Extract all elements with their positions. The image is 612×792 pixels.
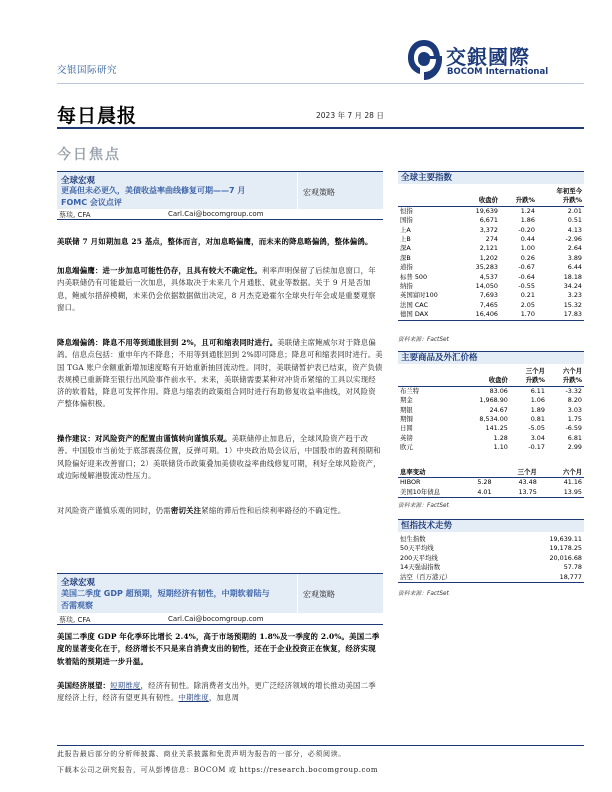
commodities-source: 资料来源：FactSet [398, 503, 449, 509]
hsi-row [398, 544, 584, 553]
rates-table [398, 468, 584, 498]
header-divider [57, 83, 584, 84]
hsi-row-value: 20,016.68 [549, 553, 582, 562]
index-row-label: 德国 DAX [398, 310, 458, 320]
index-row-value: 14,050 [475, 282, 498, 291]
commodity-row [398, 415, 584, 424]
index-row [398, 291, 584, 300]
commodity-row-label: 期金 [400, 396, 413, 405]
index-row-label: 恒指 [400, 206, 413, 215]
index-row-value: 0.44 [520, 235, 535, 244]
rate-row-value: 13.75 [494, 488, 539, 498]
section1-kind: 全球宏观 [61, 176, 96, 186]
section1-author: 蔡琰, CFA [59, 211, 91, 219]
commodity-row-value: 6.11 [530, 386, 545, 395]
indices-table [398, 187, 584, 321]
index-row-label: 上B [400, 235, 411, 244]
commodity-row-value: 1.75 [567, 415, 582, 424]
commodity-row-value: 3.03 [567, 405, 582, 414]
commodity-row-value: -5.05 [528, 424, 545, 433]
index-row-value: 1.00 [520, 244, 535, 253]
section1-paragraph-2: 降息端偏鸽：降息不用等到通胀回到 2%，且可和缩表同时进行。美联储主席鲍威尔对于降息偏鸽。信息点包括：重申年内不降息；不用等到通胀回到 2%即可降息；降息可和缩表同时进行。美国 TGA 账户余额重新增加速度略有开始重新抽回流动性。同时，美联储暂护表已结束，资产负债表规模已重新降至银行出风险事件前水平。未来，美联储需要某种对冲货币紧缩的工具以实现经济的软着陆，降息可发挥作用。降息与缩表的政策组合同时进行有助修复收益率曲线，对风险资产整体偏积极。 [57, 338, 383, 409]
hsi-row-value: 19,639.11 [549, 535, 582, 543]
rate-row-label: HIBOR [400, 478, 421, 487]
section1-email[interactable]: Carl.Cai@bocomgroup.com [168, 210, 264, 218]
index-row [398, 273, 584, 282]
section1-tag: 宏观策略 [303, 188, 335, 197]
commodities-col-6m-2: 升跌% [547, 376, 584, 386]
index-row [398, 254, 584, 263]
hsi-row-value: 57.78 [563, 563, 582, 572]
index-row-value: 4.13 [567, 225, 582, 234]
index-row-value: 1.86 [520, 216, 535, 225]
section1-header [57, 171, 383, 209]
title-divider [57, 127, 584, 129]
commodity-row [398, 424, 584, 433]
indices-source: 资料来源：FactSet [398, 337, 449, 343]
index-row-value: 18.18 [563, 272, 582, 281]
commodity-row-value: -3.32 [565, 386, 582, 395]
hsi-row-label: 200天平均线 [400, 553, 438, 562]
report-date: 2023 年 7 月 28 日 [316, 111, 384, 120]
commodity-row-label: 日圆 [400, 424, 413, 433]
commodity-row [398, 406, 584, 415]
hsi-row [398, 535, 584, 544]
hsi-row-value: 18,777 [510, 573, 584, 583]
index-row-value: 2,121 [479, 244, 498, 253]
indices-col-ytd-1: 年初至今 [556, 187, 582, 195]
section2-byline [57, 614, 383, 625]
indices-col-ytd-2: 升跌% [537, 196, 584, 206]
commodity-row-value: 1.28 [493, 433, 508, 442]
index-row-value: -0.20 [518, 225, 535, 234]
logo-chinese-text: 交銀國際 [446, 45, 530, 69]
section1-paragraph-3: 操作建议：对风险资产的配置由谨慎转向谨慎乐观。美联储停止加息后，全球风险资产趋于改善。中国股市当前处于底部震荡位置，反弹可期。1）中央政治局会议后，中国股市的盈利预期和风险偏好迎来改善窗口；2）美联储货币政策叠加美债收益率曲线修复可期，利好全球风险资产，或边际缓解港股流动性压力。 [57, 434, 381, 480]
index-row-value: -2.96 [565, 235, 582, 244]
index-row-value: 7,693 [479, 291, 498, 300]
hsi-row-label: 恒生指数 [400, 535, 426, 543]
index-row-value: 0.51 [567, 216, 582, 225]
index-row-value: 0.26 [520, 253, 535, 262]
commodities-col-6m-1: 六个月 [562, 367, 582, 375]
rate-row-value: 43.48 [518, 478, 537, 487]
rate-row [398, 478, 584, 488]
index-row-label: 国指 [400, 216, 413, 225]
commodities-table [398, 367, 584, 453]
commodity-row [398, 386, 584, 396]
index-row [398, 263, 584, 272]
brand-small-title: 交银国际研究 [57, 65, 118, 76]
index-row-value: -0.64 [518, 272, 535, 281]
logo-english-text: BOCOM International [447, 67, 549, 77]
section2-kind: 全球宏观 [61, 578, 96, 588]
index-row-value: 1.24 [520, 206, 535, 215]
index-row-value: 19,639 [475, 206, 498, 215]
index-row-value: 3.23 [567, 291, 582, 300]
index-row-label: 纳指 [400, 282, 413, 291]
index-row [398, 216, 584, 225]
commodity-row-value: 24.67 [489, 405, 508, 414]
hsi-row-label: 沽空（百万港元） [398, 573, 510, 583]
index-row-value: 35,283 [475, 263, 498, 272]
footer-disclaimer: 此报告最后部分的分析师披露、商业关系披露和免责声明为报告的一部分，必须阅读。 [57, 750, 346, 758]
commodity-row [398, 443, 584, 452]
hsi-row [398, 563, 584, 572]
page-title: 每日晨报 [57, 105, 138, 127]
commodities-col-close: 收盘价 [458, 376, 510, 386]
commodity-row-label: 期铜 [400, 415, 413, 424]
index-row-value: 2.05 [520, 300, 535, 309]
index-row-label: 深A [400, 244, 411, 253]
commodities-title: 主要商品及外汇价格 [398, 351, 584, 364]
index-row-value: -0.55 [518, 282, 535, 291]
footer-download-note[interactable]: 下载本公司之研究报告，可从彭博信息：BOCOM 或 https://research.bocomgroup.com [57, 766, 379, 774]
commodity-row-value: 3.04 [530, 433, 545, 442]
index-row [398, 235, 584, 244]
index-row [398, 206, 584, 216]
commodity-row-value: 1.10 [493, 443, 508, 452]
section2-lead: 美国二季度 GDP 年化季环比增长 2.4%，高于市场预期的 1.8%及一季度的 2.0%。美国二季度的显著变化在于，经济增长不只是来自消费支出的韧性，还在于企业投资正在恢复，经济实现软着陆的预期进一步升温。 [57, 632, 380, 666]
indices-title: 全球主要指数 [398, 171, 584, 184]
section1-paragraph-1: 加息端偏鹰：进一步加息可能性仍存，且具有较大不确定性。利率声明保留了后续加息窗口，年内美联储仍有可能最后一次加息，具体取决于未来几个月通胀、就业等数据。关于 9 月是否加息，鲍威尔措辞模糊，未来仍会依据数据做出决定，8 月杰克逊霍尔全球央行年会或是重要观察窗口。 [57, 266, 376, 312]
commodity-row-value: 1.89 [530, 405, 545, 414]
index-row [398, 226, 584, 235]
index-row-value: 3,372 [479, 225, 498, 234]
index-row-value: -0.67 [518, 263, 535, 272]
section2-email[interactable]: Carl.Cai@bocomgroup.com [168, 615, 264, 623]
indices-col-close: 收盘价 [458, 196, 500, 206]
section1-paragraph-4: 对风险资产谨慎乐观的同时，仍需密切关注紧缩的滞后性和后续利率路径的不确定性。 [57, 506, 346, 515]
index-row-value: 34.24 [563, 282, 582, 291]
section2-header [57, 573, 383, 613]
rate-row-value: 4.01 [458, 488, 494, 498]
commodity-row-label: 欧元 [400, 443, 413, 452]
index-row-value: 17.83 [537, 310, 584, 320]
bocom-logo-icon [404, 38, 444, 82]
index-row [398, 244, 584, 253]
hsi-row [398, 554, 584, 563]
rates-col-6m: 六个月 [539, 468, 584, 478]
index-row-value: 7,465 [479, 300, 498, 309]
hsi-tech-table [398, 535, 584, 583]
section2-author: 蔡琰, CFA [59, 616, 91, 624]
index-row-label: 法国 CAC [400, 300, 428, 309]
hsi-tech-source: 资料来源：FactSet [398, 591, 449, 597]
indices-col-chg: 升跌% [500, 196, 537, 206]
commodity-row-value: 2.99 [567, 443, 582, 452]
index-row-value: 1,202 [479, 253, 498, 262]
hsi-tech-title: 恒指技术走势 [398, 519, 584, 532]
commodities-col-3m-2: 升跌% [510, 376, 547, 386]
index-row-label: 英国富时100 [400, 291, 438, 300]
rate-row [398, 488, 584, 498]
hsi-row-value: 19,178.25 [549, 544, 582, 553]
commodity-row [398, 434, 584, 443]
index-row [398, 310, 584, 320]
rate-row-value: 13.95 [539, 488, 584, 498]
commodity-row-value: -6.59 [565, 424, 582, 433]
section2-paragraph-1: 美国经济展望：短期维度，经济有韧性。除消费者支出外，更广泛经济领域的增长推动美国二季度经济上行，经济有望更具有韧性。中期维度，加息周 [57, 681, 376, 703]
commodity-row-value: 1,968.90 [479, 396, 508, 405]
index-row-label: 上A [400, 225, 411, 234]
commodity-row-value: 0.81 [530, 415, 545, 424]
section2-headline[interactable]: 美国二季度 GDP 超预期，短期经济有韧性，中期软着陆与否需观察 [61, 589, 270, 610]
section1-lead: 美联储 7 月如期加息 25 基点，整体而言，对加息略偏鹰，而未来的降息略偏鸽，整体偏鸽。 [57, 237, 373, 246]
rate-row-value: 41.16 [563, 478, 582, 487]
index-row-value: 6,671 [479, 216, 498, 225]
hsi-row-label: 14天强弱指数 [400, 563, 441, 572]
section1-headline[interactable]: 更高但未必更久，美债收益率曲线修复可期——7 月 FOMC 会议点评 [61, 186, 246, 207]
commodities-col-3m-1: 三个月 [525, 367, 545, 375]
index-row-label: 道指 [400, 263, 413, 272]
commodity-row-label: 英镑 [400, 433, 413, 442]
index-row-label: 深B [400, 253, 411, 262]
index-row-value: 16,406 [458, 310, 500, 320]
index-row-value: 15.32 [563, 300, 582, 309]
commodity-row-value: 83.06 [489, 386, 508, 395]
section1-byline [57, 209, 383, 220]
commodity-row-value: 8,534.00 [479, 415, 508, 424]
rates-col-label: 息率变动 [398, 468, 458, 478]
commodity-row-value: 141.25 [485, 424, 508, 433]
index-row-value: 274 [485, 235, 498, 244]
rate-row-label: 美国10年债息 [398, 488, 458, 498]
index-row-value: 3.89 [567, 253, 582, 262]
commodity-row-value: 8.20 [567, 396, 582, 405]
index-row-value: 6.44 [567, 263, 582, 272]
page-subtitle: 今日焦点 [57, 147, 121, 163]
commodity-row-value: 1.06 [530, 396, 545, 405]
hsi-row [398, 573, 584, 583]
index-row-value: 4,537 [479, 272, 498, 281]
rate-row-value: 5.28 [477, 478, 492, 487]
index-row-value: 2.64 [567, 244, 582, 253]
footer-divider [57, 745, 584, 746]
commodity-row-value: -0.17 [528, 443, 545, 452]
rates-col-3m: 三个月 [494, 468, 539, 478]
commodity-row [398, 396, 584, 405]
index-row-value: 2.01 [567, 206, 582, 215]
index-row-value: 0.21 [520, 291, 535, 300]
commodity-row-label: 期银 [400, 405, 413, 414]
index-row-label: 标普 500 [400, 272, 428, 281]
index-row [398, 301, 584, 310]
index-row-value: 1.70 [500, 310, 537, 320]
section2-tag: 宏观策略 [303, 590, 335, 599]
commodity-row-label: 布兰特 [400, 386, 420, 395]
hsi-row-label: 50天平均线 [400, 544, 434, 553]
commodity-row-value: 6.81 [567, 433, 582, 442]
